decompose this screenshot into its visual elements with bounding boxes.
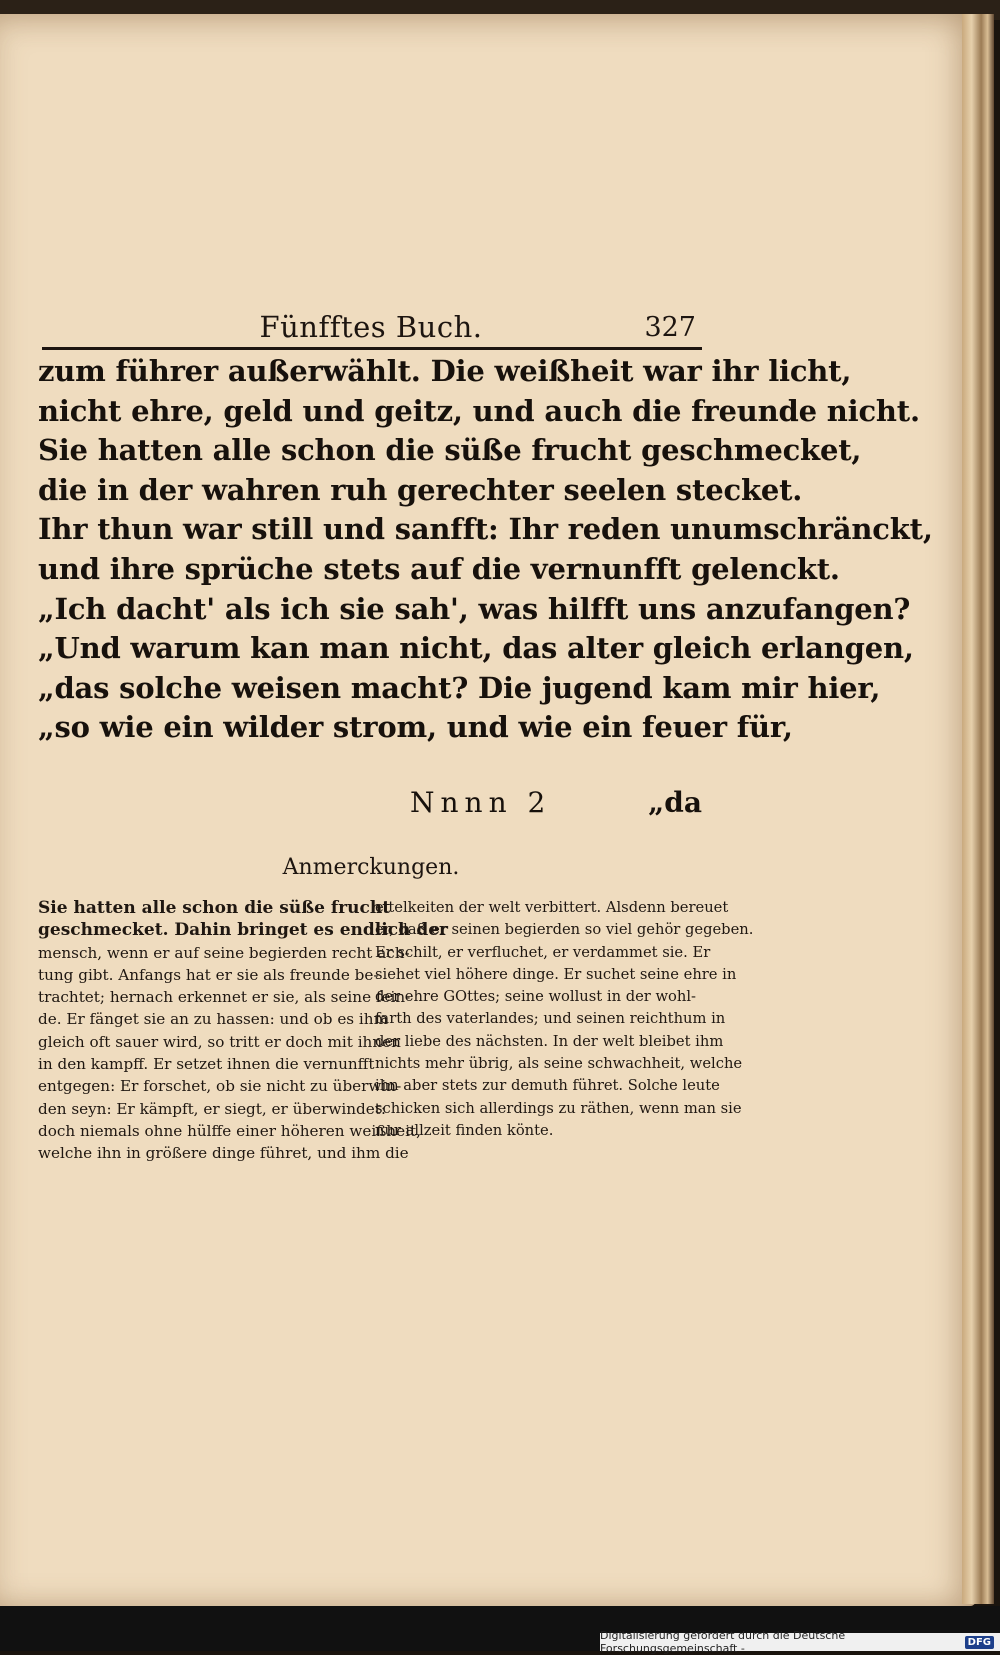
- notes-column-right: [375, 897, 754, 1142]
- note-line: er, daß er seinen begierden so viel gehör gegeben.: [375, 921, 754, 939]
- note-line: Er schilt, er verfluchet, er verdammet sie. Er: [375, 943, 711, 961]
- verse-line: zum führer außerwählt. Die weißheit war ihr licht,: [38, 354, 852, 388]
- catchword: „da: [648, 786, 702, 819]
- running-title: Fünfftes Buch.: [259, 310, 483, 344]
- notes-column-left: [38, 897, 448, 1165]
- verse-block: [38, 352, 933, 748]
- note-line: gleich oft sauer wird, so tritt er doch mit ihnen: [38, 1032, 401, 1051]
- note-line: ihn aber stets zur demuth führet. Solche leute: [375, 1077, 720, 1095]
- verse-line: die in der wahren ruh gerechter seelen stecket.: [38, 472, 803, 507]
- note-line: in den kampff. Er setzet ihnen die vernunfft: [38, 1055, 375, 1074]
- dfg-logo: DFG: [965, 1636, 994, 1649]
- note-line: trachtet; hernach erkennet er sie, als seine fein-: [38, 988, 411, 1007]
- verse-line: Ihr thun war still und sanfft: Ihr reden unumschränckt,: [38, 512, 933, 547]
- verse-line: „Ich dacht' als ich sie sah', was hilfft uns anzufangen?: [38, 591, 911, 626]
- digitization-footer: [600, 1629, 1000, 1655]
- page-number: 327: [644, 312, 696, 343]
- note-line: der ehre GOttes; seine wollust in der wohl-: [375, 988, 697, 1006]
- note-line: den seyn: Er kämpft, er siegt, er überwindet:: [38, 1099, 386, 1118]
- verse-line: „Und warum kan man nicht, das alter gleich erlangen,: [38, 631, 914, 666]
- header-rule: [42, 347, 702, 350]
- verse-line: und ihre sprüche stets auf die vernunfft gelenckt.: [38, 551, 840, 586]
- verse-line: „das solche weisen macht? Die jugend kam mir hier,: [38, 670, 881, 705]
- note-line: farth des vaterlandes; und seinen reichthum in: [375, 1010, 726, 1028]
- note-line: siehet viel höhere dinge. Er suchet seine ehre in: [375, 965, 737, 983]
- verse-line: Sie hatten alle schon die süße frucht geschmecket,: [38, 433, 862, 468]
- page-edge: [962, 14, 994, 1604]
- signature-row: [40, 786, 702, 826]
- verse-line: „so wie ein wilder strom, und wie ein feuer für,: [38, 710, 793, 745]
- note-line: nur allzeit finden könte.: [375, 1121, 554, 1139]
- note-line: der liebe des nächsten. In der welt bleibet ihm: [375, 1032, 724, 1050]
- signature-mark: Nnnn 2: [410, 786, 552, 819]
- note-line: welche ihn in größere dinge führet, und ihm die: [38, 1144, 409, 1163]
- note-line: Sie hatten alle schon die süße frucht: [38, 898, 391, 918]
- footer-text: Digitalisierung gefördert durch die Deutsche Forschungsgemeinschaft -: [600, 1629, 846, 1655]
- note-line: doch niemals ohne hülffe einer höheren weißheit,: [38, 1121, 421, 1140]
- notes-heading: Anmerckungen.: [282, 855, 460, 880]
- note-line: nichts mehr übrig, als seine schwachheit, welche: [375, 1055, 743, 1073]
- note-line: mensch, wenn er auf seine begierden recht ach-: [38, 943, 410, 962]
- note-line: schicken sich allerdings zu räthen, wenn man sie: [375, 1099, 742, 1117]
- note-line: entgegen: Er forschet, ob sie nicht zu überwin-: [38, 1077, 402, 1096]
- note-line: eitelkeiten der welt verbittert. Alsdenn bereuet: [375, 899, 729, 916]
- note-line: de. Er fänget sie an zu hassen: und ob es ihm: [38, 1010, 388, 1029]
- verse-line: nicht ehre, geld und geitz, und auch die freunde nicht.: [38, 393, 920, 428]
- note-line: tung gibt. Anfangs hat er sie als freunde be-: [38, 965, 379, 984]
- scan-background-bottom: [0, 1606, 1000, 1655]
- note-line: geschmecket. Dahin bringet es endlich der: [38, 920, 448, 941]
- page-header: [40, 310, 702, 348]
